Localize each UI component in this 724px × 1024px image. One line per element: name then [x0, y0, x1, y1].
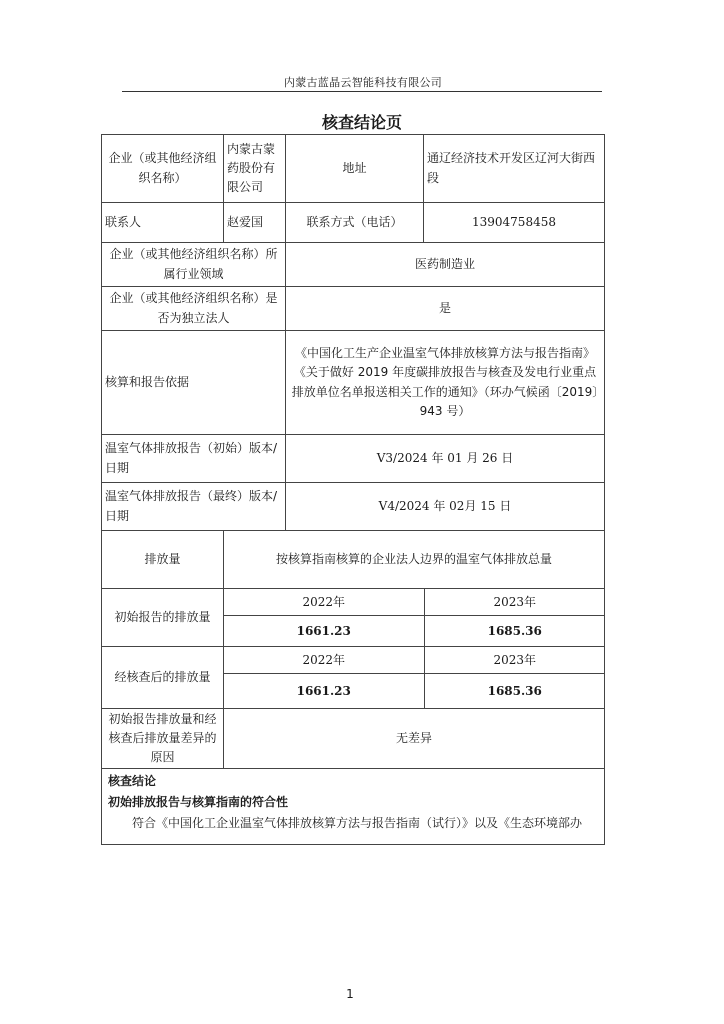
- enterprise-value: 内蒙古蒙药股份有限公司: [224, 135, 286, 203]
- year-2022-header: 2022年: [224, 589, 424, 615]
- basis-guideline: 《中国化工生产企业温室气体排放核算方法与报告指南》: [294, 346, 595, 361]
- final-version-value: V4/2024 年 02月 15 日: [286, 483, 605, 531]
- independent-legal-label: 企业（或其他经济组织名称）是否为独立法人: [102, 287, 286, 331]
- emission-label: 排放量: [102, 531, 224, 589]
- verified-emission-2023: 1685.36: [424, 673, 605, 708]
- verified-emission-2022: 1661.23: [224, 673, 424, 708]
- independent-legal-value: 是: [286, 287, 605, 331]
- table-row: [102, 435, 605, 483]
- initial-emission-2022: 1661.23: [224, 615, 424, 646]
- contact-label: 联系人: [102, 203, 224, 243]
- initial-emission-2023: 1685.36: [424, 615, 605, 646]
- year-2022-header: 2022年: [224, 647, 424, 673]
- page-number: 1: [346, 987, 354, 1001]
- conclusion-heading: 核查结论: [108, 774, 157, 788]
- industry-label: 企业（或其他经济组织名称）所属行业领域: [102, 243, 286, 287]
- table-row: [102, 287, 605, 331]
- initial-emission-subtable: [224, 589, 605, 646]
- company-header: 内蒙古蓝晶云智能科技有限公司: [283, 76, 443, 89]
- table-row: [102, 589, 605, 647]
- verified-emission-label: 经核查后的排放量: [102, 647, 224, 709]
- verified-emission-values: [224, 647, 605, 709]
- table-row: [102, 243, 605, 287]
- table-row: [102, 531, 605, 589]
- conclusion-text: 符合《中国化工企业温室气体排放核算方法与报告指南（试行）》以及《生态环境部办: [132, 816, 583, 830]
- difference-reason-value: 无差异: [224, 709, 605, 769]
- verified-emission-subtable: [224, 647, 605, 708]
- emission-description: 按核算指南核算的企业法人边界的温室气体排放总量: [224, 531, 605, 589]
- table-row: [102, 769, 605, 845]
- enterprise-label: 企业（或其他经济组织名称）: [102, 135, 224, 203]
- basis-label: 核算和报告依据: [102, 331, 286, 435]
- basis-notice: 《关于做好 2019 年度碳排放报告与核查及发电行业重点排放单位名单报送相关工作的通知》（环办气候函〔2019〕943 号）: [291, 365, 599, 418]
- final-version-label: 温室气体排放报告（最终）版本/日期: [102, 483, 286, 531]
- address-label: 地址: [286, 135, 424, 203]
- address-value: 通辽经济技术开发区辽河大街西段: [424, 135, 605, 203]
- phone-value: 13904758458: [424, 203, 605, 243]
- conclusion-section: [102, 769, 605, 845]
- table-row: [102, 203, 605, 243]
- verification-table: [101, 134, 605, 845]
- initial-version-label: 温室气体排放报告（初始）版本/日期: [102, 435, 286, 483]
- table-row: [102, 709, 605, 769]
- initial-emission-label: 初始报告的排放量: [102, 589, 224, 647]
- industry-value: 医药制造业: [286, 243, 605, 287]
- header-divider: [122, 91, 602, 92]
- conclusion-subheading: 初始排放报告与核算指南的符合性: [108, 795, 289, 809]
- initial-version-value: V3/2024 年 01 月 26 日: [286, 435, 605, 483]
- initial-emission-values: [224, 589, 605, 647]
- table-row: [102, 331, 605, 435]
- basis-value: [286, 331, 605, 435]
- difference-reason-label: 初始报告排放量和经核查后排放量差异的原因: [102, 709, 224, 769]
- year-2023-header: 2023年: [424, 589, 605, 615]
- page-title: 核查结论页: [321, 113, 402, 132]
- table-row: [102, 647, 605, 709]
- phone-label: 联系方式（电话）: [286, 203, 424, 243]
- year-2023-header: 2023年: [424, 647, 605, 673]
- contact-value: 赵爱国: [224, 203, 286, 243]
- table-row: [102, 135, 605, 203]
- table-row: [102, 483, 605, 531]
